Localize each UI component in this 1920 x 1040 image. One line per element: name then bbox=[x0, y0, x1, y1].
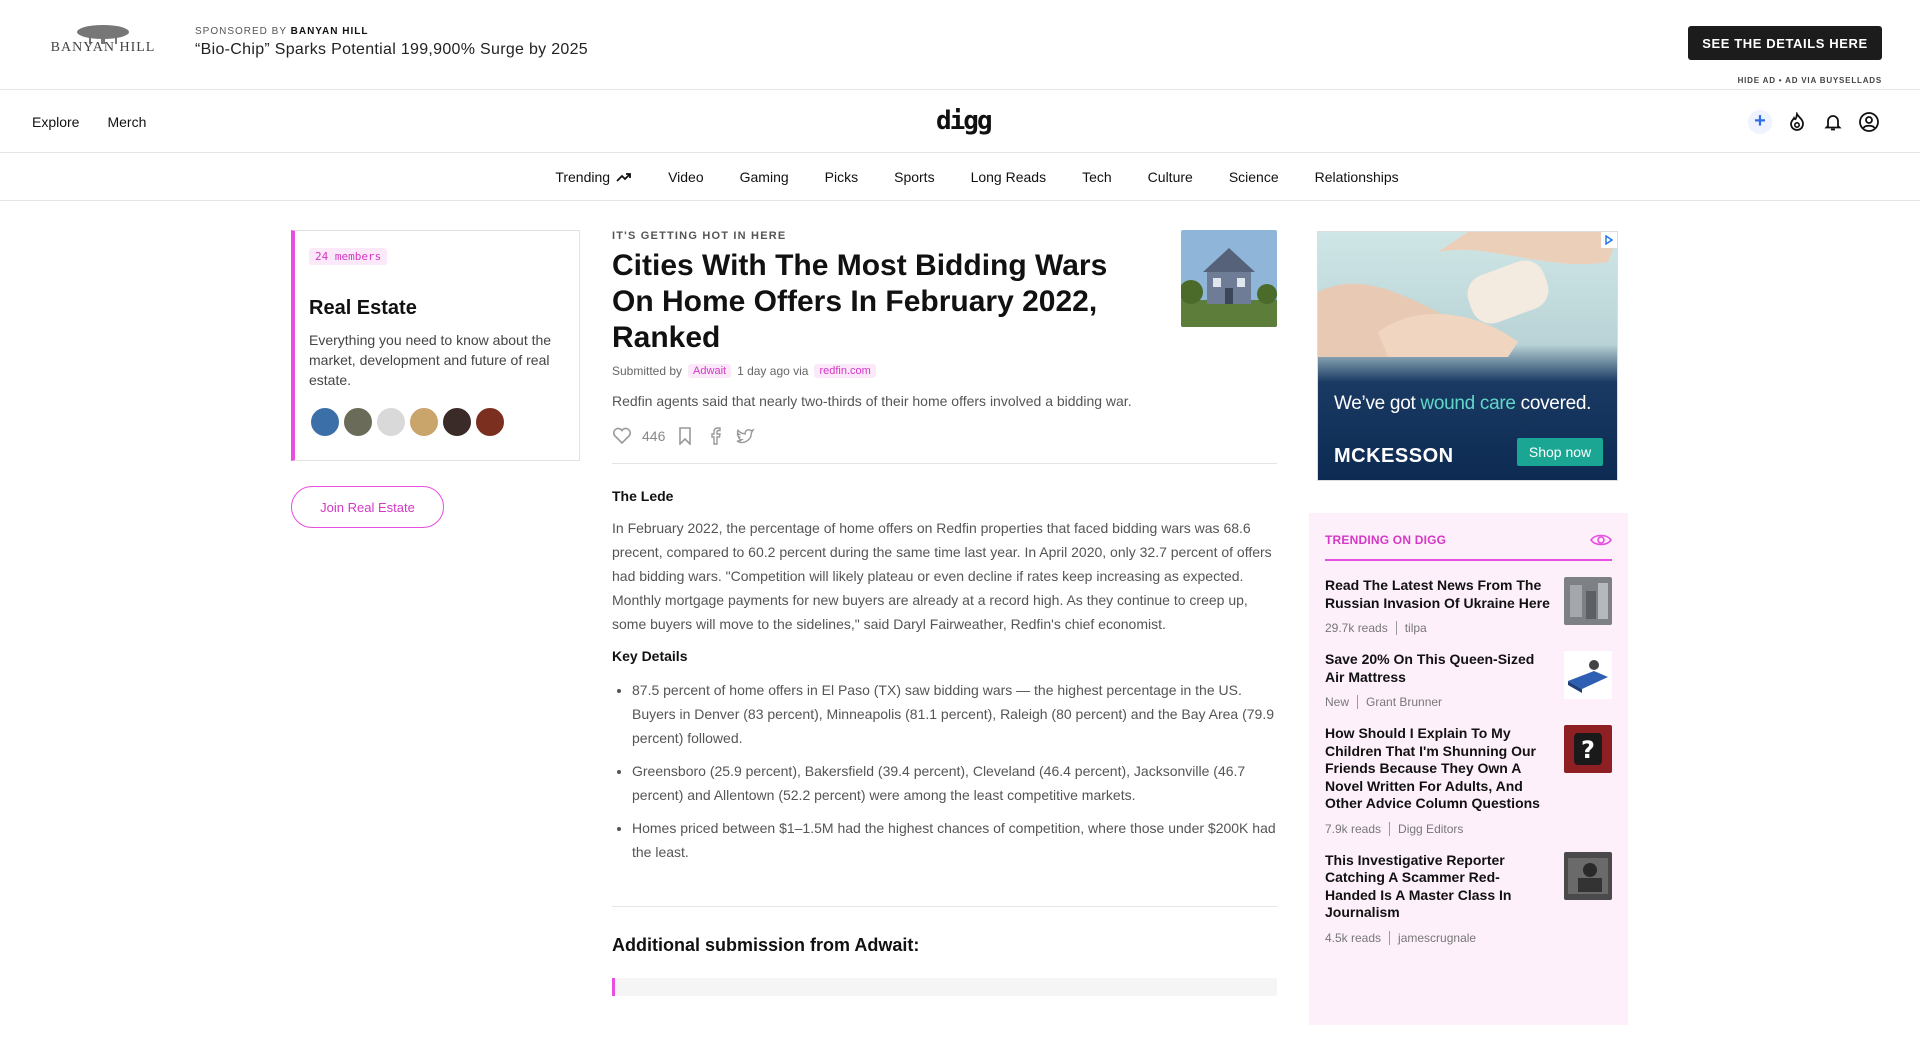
article bbox=[612, 230, 1277, 996]
tab-relationships[interactable]: Relationships bbox=[1314, 168, 1399, 185]
heart-icon[interactable] bbox=[612, 426, 632, 446]
article-title[interactable]: Cities With The Most Bidding Wars On Home Offers In February 2022, Ranked bbox=[612, 249, 1108, 354]
trending-thumbnail[interactable] bbox=[1564, 651, 1612, 699]
ad-copy: We’ve got wound care covered. bbox=[1334, 393, 1592, 414]
community-card bbox=[291, 230, 580, 461]
lede-heading: The Lede bbox=[612, 488, 674, 504]
ad-headline[interactable]: “Bio-Chip” Sparks Potential 199,900% Surge by 2025 bbox=[195, 41, 588, 58]
svg-text:?: ? bbox=[1581, 736, 1595, 764]
hide-ad-link[interactable]: HIDE AD • AD VIA BUYSELLADS bbox=[1737, 76, 1882, 85]
trending-stat: 7.9k reads bbox=[1325, 821, 1382, 836]
banyan-hill-logo[interactable] bbox=[49, 24, 157, 58]
tab-tech[interactable]: Tech bbox=[1082, 168, 1112, 185]
facebook-icon[interactable] bbox=[705, 426, 725, 446]
trending-panel bbox=[1309, 513, 1628, 1025]
top-nav bbox=[0, 90, 1920, 153]
trending-item[interactable] bbox=[1325, 725, 1612, 836]
list-item: • Greensboro (25.9 percent), Bakersfield (39.4 percent), Cleveland (46.4 percent), Jacksonville (46.7 percent) and Allentown (52.2 percent) were among the least competitive markets. bbox=[632, 759, 1277, 807]
tab-sports[interactable]: Sports bbox=[894, 168, 935, 185]
plus-icon[interactable]: + bbox=[1748, 110, 1772, 134]
trending-divider bbox=[1325, 559, 1612, 561]
trending-stat: 4.5k reads bbox=[1325, 930, 1382, 945]
trending-title[interactable]: Save 20% On This Queen-Sized Air Mattress bbox=[1325, 651, 1535, 685]
trending-stat: New bbox=[1325, 695, 1350, 709]
nav-merch[interactable]: Merch bbox=[107, 113, 147, 130]
tab-long-reads[interactable]: Long Reads bbox=[970, 168, 1047, 185]
community-name[interactable]: Real Estate bbox=[309, 297, 417, 319]
trending-item[interactable] bbox=[1325, 651, 1612, 709]
twitter-icon[interactable] bbox=[735, 426, 755, 446]
avatar[interactable] bbox=[342, 406, 374, 438]
nav-explore[interactable]: Explore bbox=[32, 113, 80, 130]
member-avatars bbox=[309, 406, 565, 438]
trending-thumbnail[interactable] bbox=[1564, 852, 1612, 900]
article-thumbnail[interactable] bbox=[1181, 230, 1277, 327]
category-nav bbox=[0, 153, 1920, 201]
tab-trending[interactable]: Trending bbox=[555, 169, 632, 185]
list-item: • 87.5 percent of home offers in El Paso (TX) saw bidding wars — the highest percentage in the US. Buyers in Denver (83 percent), Minneapolis (81.1 percent), Raleigh (80 percent) and the Bay Area (79.9 percent) followed. bbox=[632, 678, 1277, 750]
submitted-by-label: Submitted by bbox=[612, 364, 683, 378]
key-details-heading: Key Details bbox=[612, 648, 688, 664]
trending-title[interactable]: How Should I Explain To My Children That I'm Shunning Our Friends Because They Own A Novel Written For Adults, And Other Advice Column Questions bbox=[1325, 725, 1540, 811]
shop-now-button[interactable]: Shop now bbox=[1517, 438, 1603, 466]
additional-submission-heading: Additional submission from Adwait: bbox=[612, 906, 1277, 956]
trending-author[interactable]: jamescrugnale bbox=[1398, 930, 1477, 945]
eye-icon[interactable] bbox=[1590, 533, 1612, 547]
join-community-button[interactable]: Join Real Estate bbox=[291, 486, 444, 528]
flame-icon[interactable] bbox=[1786, 111, 1808, 133]
tab-picks[interactable]: Picks bbox=[824, 168, 859, 185]
avatar[interactable] bbox=[441, 406, 473, 438]
member-count-badge: 24 members bbox=[309, 248, 387, 265]
divider bbox=[612, 463, 1277, 464]
trending-item[interactable] bbox=[1325, 577, 1612, 635]
user-icon[interactable] bbox=[1858, 111, 1880, 133]
bell-icon[interactable] bbox=[1822, 111, 1844, 133]
side-ad[interactable] bbox=[1317, 231, 1618, 481]
tab-gaming[interactable]: Gaming bbox=[739, 168, 789, 185]
trending-thumbnail[interactable] bbox=[1564, 577, 1612, 625]
avatar[interactable] bbox=[309, 406, 341, 438]
author-link[interactable]: Adwait bbox=[688, 364, 731, 378]
adchoices-icon[interactable] bbox=[1601, 232, 1617, 248]
trending-stat: 29.7k reads bbox=[1325, 621, 1388, 635]
community-description: Everything you need to know about the market, development and future of real estate. bbox=[309, 332, 552, 388]
logo-text: BANYAN HILL bbox=[50, 40, 156, 55]
see-details-button[interactable]: SEE THE DETAILS HERE bbox=[1688, 26, 1882, 60]
lede-paragraph: In February 2022, the percentage of home offers on Redfin properties that faced bidding wars was 68.6 precent, compared to 60.2 percent during the same time last year. In April 2020, only 32.7 percent of offers had bidding wars. "Competition will likely plateau or even decline if rates keep increasing as expected. Monthly mortgage payments for new buyers are already at a record high. As they continue to creep up, some buyers will move to the sidelines," said Daryl Fairweather, Redfin's chief economist. bbox=[612, 520, 1272, 632]
article-kicker: IT'S GETTING HOT IN HERE bbox=[612, 230, 787, 242]
trending-heading: TRENDING ON DIGG bbox=[1325, 533, 1447, 547]
trending-author[interactable]: Grant Brunner bbox=[1366, 695, 1443, 709]
trending-author[interactable]: tilpa bbox=[1404, 621, 1427, 635]
bookmark-icon[interactable] bbox=[675, 426, 695, 446]
article-summary: Redfin agents said that nearly two-thirds of their home offers involved a bidding war. bbox=[612, 393, 1132, 409]
avatar[interactable] bbox=[474, 406, 506, 438]
additional-submission-card[interactable] bbox=[612, 978, 1277, 996]
list-item: • Homes priced between $1–1.5M had the highest chances of competition, where those under $200K had the least. bbox=[632, 816, 1277, 864]
trending-title[interactable]: Read The Latest News From The Russian Invasion Of Ukraine Here bbox=[1325, 577, 1550, 611]
mckesson-logo: MCKESSON bbox=[1334, 445, 1454, 467]
trending-author[interactable]: Digg Editors bbox=[1398, 821, 1464, 836]
time-via: 1 day ago via bbox=[737, 364, 809, 378]
key-details-list bbox=[612, 678, 1277, 864]
tab-video[interactable]: Video bbox=[668, 168, 704, 185]
trending-item[interactable] bbox=[1325, 852, 1612, 945]
trending-title[interactable]: This Investigative Reporter Catching A Scammer Red-Handed Is A Master Class In Journalism bbox=[1325, 851, 1512, 920]
source-link[interactable]: redfin.com bbox=[814, 364, 875, 378]
avatar[interactable] bbox=[375, 406, 407, 438]
byline bbox=[612, 364, 1277, 378]
ad-banner bbox=[0, 0, 1920, 90]
sponsored-label: SPONSORED BY BANYAN HILL bbox=[195, 26, 369, 37]
tab-science[interactable]: Science bbox=[1228, 168, 1279, 185]
article-body bbox=[612, 488, 1277, 864]
avatar[interactable] bbox=[408, 406, 440, 438]
digg-logo[interactable]: digg bbox=[936, 106, 991, 136]
article-actions bbox=[612, 425, 1277, 447]
trending-thumbnail[interactable] bbox=[1564, 725, 1612, 773]
like-count: 446 bbox=[642, 428, 666, 444]
tab-culture[interactable]: Culture bbox=[1147, 168, 1193, 185]
trending-arrow-icon bbox=[616, 171, 632, 183]
